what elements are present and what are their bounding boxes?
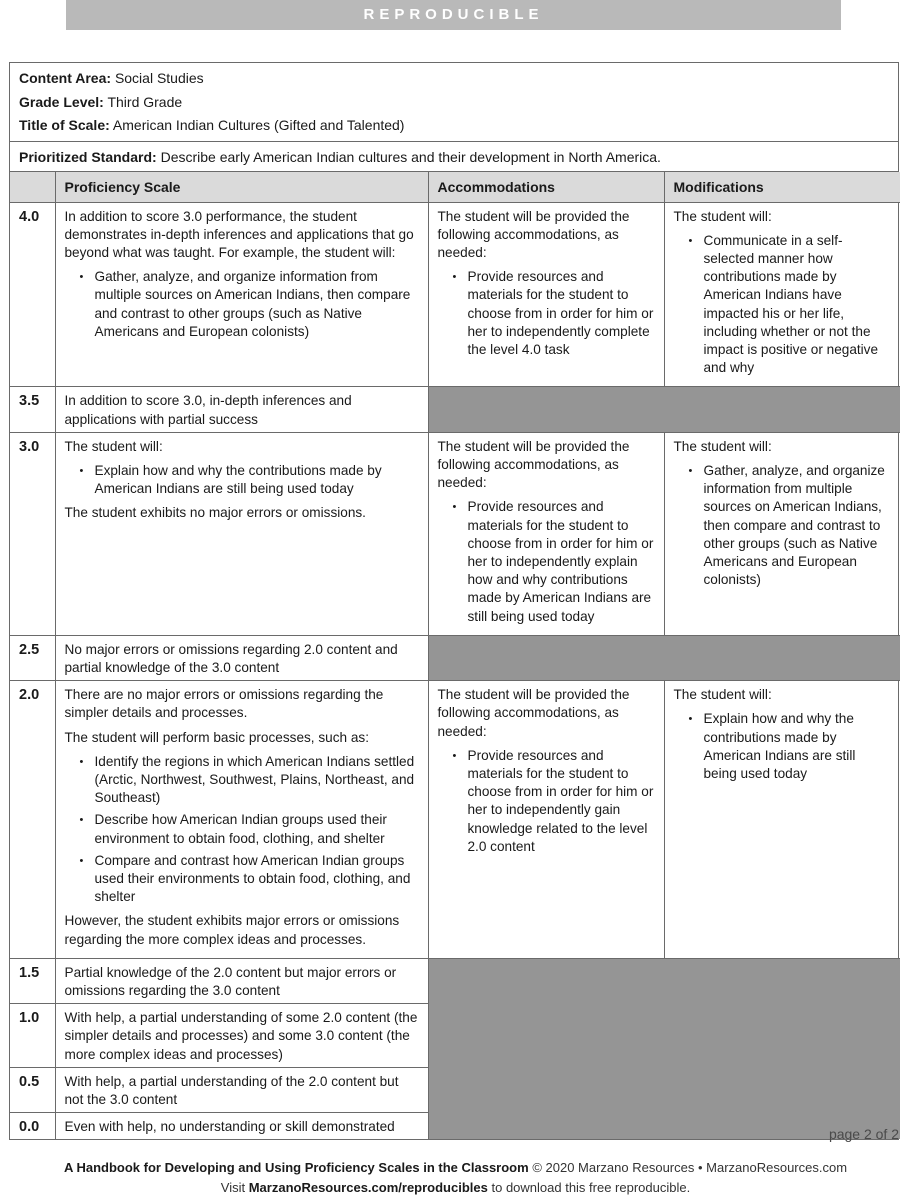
accommodations-list bbox=[438, 498, 655, 625]
proficiency-cell: In addition to score 3.0, in-depth inferences and applications with partial success bbox=[55, 387, 428, 432]
row-score-2-0 bbox=[10, 681, 900, 959]
row-score-1-5 bbox=[10, 958, 900, 1003]
copyright-text: © 2020 Marzano Resources • MarzanoResources.com bbox=[532, 1160, 848, 1175]
accommodations-cell bbox=[428, 432, 664, 635]
score-label: 2.0 bbox=[10, 681, 55, 959]
accommodations-intro: The student will be provided the following accommodations, as needed: bbox=[437, 438, 630, 491]
standard-label: Prioritized Standard: bbox=[19, 148, 157, 165]
grade-level-label: Grade Level: bbox=[19, 93, 104, 110]
proficiency-cell: No major errors or omissions regarding 2.0 content and partial knowledge of the 3.0 content bbox=[55, 635, 428, 680]
prioritized-standard bbox=[10, 142, 898, 172]
score-label: 2.5 bbox=[10, 635, 55, 680]
scale-title-line bbox=[19, 114, 889, 138]
score-label: 1.0 bbox=[10, 1004, 55, 1068]
accommodations-bullet: • Provide resources and materials for the student to choose from in order for him or her to independently gain knowledge related to the level 2.0 content bbox=[438, 747, 655, 856]
modifications-intro: The student will: bbox=[673, 687, 772, 703]
row-score-3-5 bbox=[10, 387, 900, 432]
visit-prefix: Visit bbox=[220, 1180, 246, 1195]
book-title: A Handbook for Developing and Using Proficiency Scales in the Classroom bbox=[63, 1160, 529, 1175]
proficiency-bullet: • Compare and contrast how American Indian groups used their environments to obtain food, clothing, and shelter bbox=[65, 852, 419, 907]
scale-title-label: Title of Scale: bbox=[19, 117, 110, 133]
shaded-cell bbox=[428, 387, 900, 432]
modifications-intro: The student will: bbox=[673, 208, 772, 224]
modifications-list bbox=[674, 710, 892, 783]
proficiency-cell: Partial knowledge of the 2.0 content but major errors or omissions regarding the 3.0 content bbox=[55, 958, 428, 1003]
proficiency-table bbox=[10, 172, 900, 1140]
accommodations-list bbox=[438, 268, 655, 359]
proficiency-bullet: • Gather, analyze, and organize information from multiple sources on American Indians, then compare and contrast to other groups (such as Native Americans and European colonists) bbox=[65, 268, 419, 341]
proficiency-list bbox=[65, 753, 419, 907]
accommodations-header: Accommodations bbox=[428, 172, 664, 203]
content-area-line bbox=[19, 67, 889, 91]
content-area-value: Social Studies bbox=[114, 70, 204, 86]
proficiency-cell bbox=[55, 202, 428, 387]
grade-level-value: Third Grade bbox=[107, 93, 183, 110]
row-score-2-5 bbox=[10, 635, 900, 680]
modifications-cell bbox=[664, 681, 900, 959]
proficiency-cell: Even with help, no understanding or skill demonstrated bbox=[55, 1113, 428, 1140]
proficiency-intro-2: The student will perform basic processes, such as: bbox=[64, 729, 369, 745]
scale-metadata bbox=[10, 63, 898, 142]
modifications-intro: The student will: bbox=[673, 438, 772, 454]
shaded-cell bbox=[428, 958, 900, 1139]
reproducible-banner: REPRODUCIBLE bbox=[66, 0, 841, 30]
page-number: page 2 of 2 bbox=[828, 1126, 899, 1142]
proficiency-list bbox=[65, 268, 419, 341]
accommodations-intro: The student will be provided the following accommodations, as needed: bbox=[437, 687, 630, 739]
proficiency-bullet: • Identify the regions in which American Indians settled (Arctic, Northwest, Southwest, Plains, Northeast, and Southeast) bbox=[65, 753, 419, 808]
grade-level-line bbox=[19, 91, 889, 115]
proficiency-header: Proficiency Scale bbox=[55, 172, 428, 203]
score-label: 3.5 bbox=[10, 387, 55, 432]
score-label: 4.0 bbox=[10, 202, 55, 387]
proficiency-outro: The student exhibits no major errors or omissions. bbox=[64, 505, 366, 521]
row-score-4-0 bbox=[10, 202, 900, 387]
modifications-list bbox=[674, 462, 892, 589]
proficiency-intro: The student will: bbox=[64, 438, 163, 454]
modifications-header: Modifications bbox=[664, 172, 900, 203]
proficiency-cell bbox=[55, 681, 428, 959]
accommodations-list bbox=[438, 747, 655, 856]
proficiency-scale-document bbox=[9, 62, 899, 1140]
shaded-cell bbox=[428, 635, 900, 680]
visit-suffix: to download this free reproducible. bbox=[491, 1180, 691, 1195]
accommodations-cell bbox=[428, 681, 664, 959]
proficiency-cell: With help, a partial understanding of some 2.0 content (the simpler details and processes) and some 3.0 content (the more complex ideas and processes) bbox=[55, 1004, 428, 1068]
score-header bbox=[10, 172, 55, 203]
footer-visit bbox=[0, 1180, 911, 1195]
modifications-cell bbox=[664, 432, 900, 635]
scale-title-value: American Indian Cultures (Gifted and Talented) bbox=[112, 117, 405, 133]
proficiency-list bbox=[65, 462, 419, 498]
accommodations-bullet: • Provide resources and materials for the student to choose from in order for him or her to independently complete the level 4.0 task bbox=[438, 268, 655, 359]
score-label: 0.5 bbox=[10, 1067, 55, 1112]
content-area-label: Content Area: bbox=[19, 70, 112, 86]
row-score-3-0 bbox=[10, 432, 900, 635]
proficiency-intro: There are no major errors or omissions regarding the simpler details and processes. bbox=[64, 687, 384, 721]
accommodations-intro: The student will be provided the following accommodations, as needed: bbox=[437, 208, 630, 260]
modifications-bullet: • Communicate in a self-selected manner how contributions made by American Indians have impacted his or her life, including whether or not the impact is positive or negative and why bbox=[674, 232, 892, 378]
modifications-cell bbox=[664, 202, 900, 387]
header-row bbox=[10, 172, 900, 203]
score-label: 1.5 bbox=[10, 958, 55, 1003]
proficiency-bullet: • Explain how and why the contributions made by American Indians are still being used today bbox=[65, 462, 419, 498]
proficiency-cell bbox=[55, 432, 428, 635]
modifications-list bbox=[674, 232, 892, 378]
modifications-bullet: • Gather, analyze, and organize information from multiple sources on American Indians, then compare and contrast to other groups (such as Native Americans and European colonists) bbox=[674, 462, 892, 589]
score-label: 0.0 bbox=[10, 1113, 55, 1140]
modifications-bullet: • Explain how and why the contributions made by American Indians are still being used today bbox=[674, 710, 892, 783]
proficiency-bullet: • Describe how American Indian groups used their environment to obtain food, clothing, and shelter bbox=[65, 811, 419, 847]
standard-value: Describe early American Indian cultures and their development in North America. bbox=[160, 148, 661, 165]
reproducibles-link[interactable]: MarzanoResources.com/reproducibles bbox=[248, 1180, 488, 1195]
proficiency-cell: With help, a partial understanding of the 2.0 content but not the 3.0 content bbox=[55, 1067, 428, 1112]
score-label: 3.0 bbox=[10, 432, 55, 635]
footer-credit bbox=[0, 1160, 911, 1175]
accommodations-cell bbox=[428, 202, 664, 387]
accommodations-bullet: • Provide resources and materials for the student to choose from in order for him or her to independently explain how and why contributions made by American Indians are still being used today bbox=[438, 498, 655, 625]
proficiency-intro: In addition to score 3.0 performance, the student demonstrates in-depth inferences and applications that go beyond what was taught. For example, the student will: bbox=[64, 208, 414, 260]
proficiency-outro: However, the student exhibits major errors or omissions regarding the more complex ideas and processes. bbox=[64, 913, 400, 947]
